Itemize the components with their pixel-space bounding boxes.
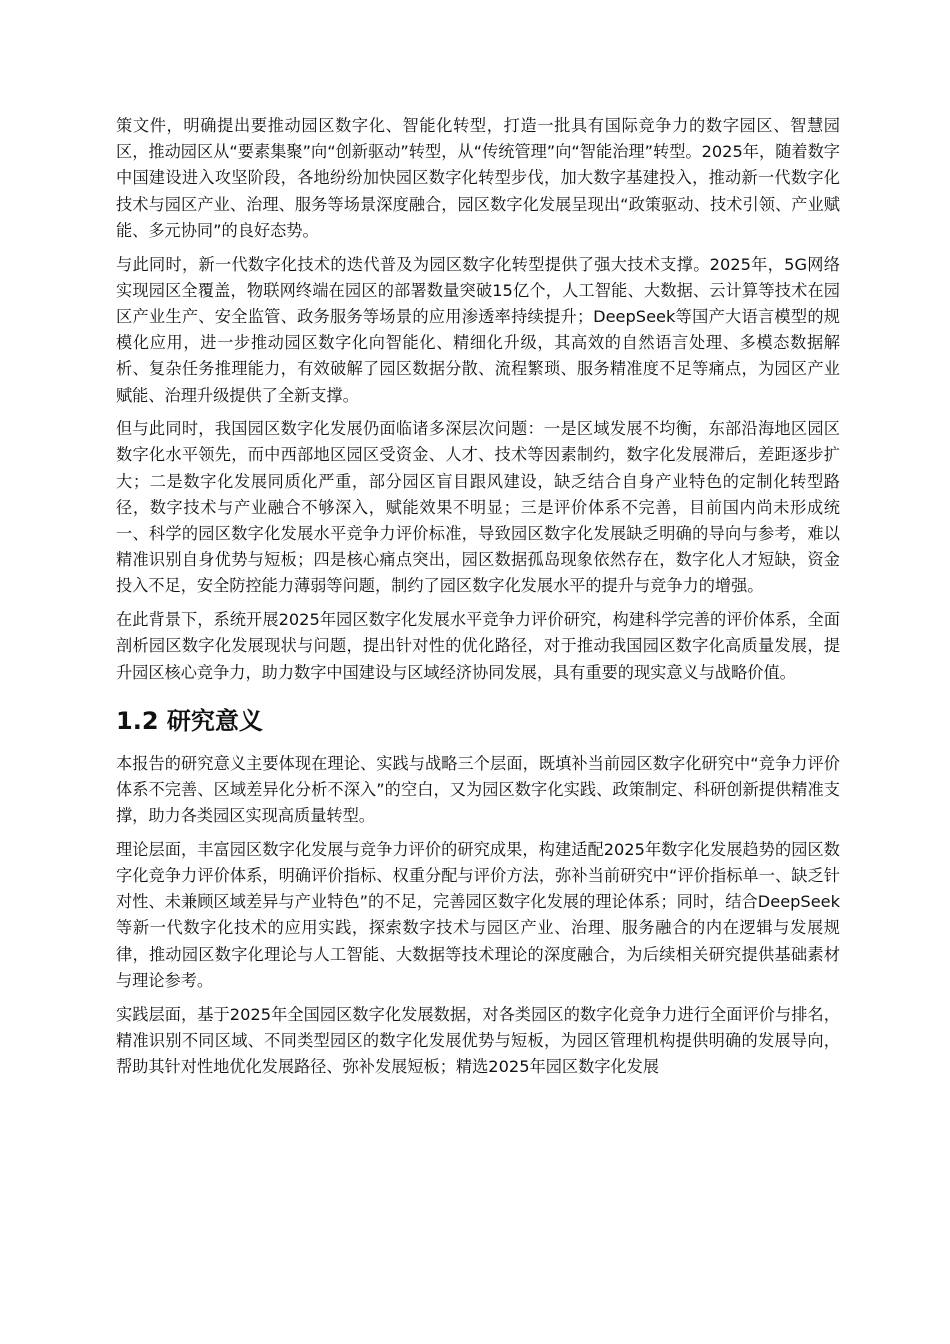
significance-paragraph-1: 本报告的研究意义主要体现在理论、实践与战略三个层面，既填补当前园区数字化研究中“竞争力评价体系不完善、区域差异化分析不深入”的空白，又为园区数字化实践、政策制定、科研创新提供精准支撑，助力各类园区实现高质量转型。	[116, 753, 840, 826]
significance-paragraph-3: 实践层面，基于2025年全国园区数字化发展数据，对各类园区的数字化竞争力进行全面评价与排名，精准识别不同区域、不同类型园区的数字化发展优势与短板，为园区管理机构提供明确的发展导向，帮助其针对性地优化发展路径、弥补发展短板；精选2025年园区数字化发展	[116, 1004, 840, 1076]
section-heading-research-significance: 1.2 研究意义	[116, 706, 263, 735]
document-body	[116, 113, 840, 1088]
background-paragraph-1: 策文件，明确提出要推动园区数字化、智能化转型，打造一批具有国际竞争力的数字园区、智慧园区，推动园区从“要素集聚”向“创新驱动”转型，从“传统管理”向“智能治理”转型。2025年，随着数字中国建设进入攻坚阶段，各地纷纷加快园区数字化转型步伐，加大数字基建投入，推动新一代数字化技术与园区产业、治理、服务等场景深度融合，园区数字化发展呈现出“政策驱动、技术引领、产业赋能、多元协同”的良好态势。	[116, 116, 840, 240]
background-paragraph-2: 与此同时，新一代数字化技术的迭代普及为园区数字化转型提供了强大技术支撑。2025年，5G网络实现园区全覆盖，物联网终端在园区的部署数量突破15亿个，人工智能、大数据、云计算等技术在园区产业生产、安全监管、政务服务等场景的应用渗透率持续提升；DeepSeek等国产大语言模型的规模化应用，进一步推动园区数字化向智能化、精细化升级，其高效的自然语言处理、多模态数据解析、复杂任务推理能力，有效破解了园区数据分散、流程繁琐、服务精准度不足等痛点，为园区产业赋能、治理升级提供了全新支撑。	[116, 254, 840, 405]
significance-paragraph-2: 理论层面，丰富园区数字化发展与竞争力评价的研究成果，构建适配2025年数字化发展趋势的园区数字化竞争力评价体系，明确评价指标、权重分配与评价方法，弥补当前研究中“评价指标单一、缺乏针对性、未兼顾区域差异与产业特色”的不足，完善园区数字化发展的理论体系；同时，结合DeepSeek等新一代数字化技术的应用实践，探索数字技术与园区产业、治理、服务融合的内在逻辑与发展规律，推动园区数字化理论与人工智能、大数据等技术理论的深度融合，为后续相关研究提供基础素材与理论参考。	[116, 839, 840, 990]
background-paragraph-4: 在此背景下，系统开展2025年园区数字化发展水平竞争力评价研究，构建科学完善的评价体系，全面剖析园区数字化发展现状与问题，提出针对性的优化路径，对于推动我国园区数字化高质量发展，提升园区核心竞争力，助力数字中国建设与区域经济协同发展，具有重要的现实意义与战略价值。	[116, 610, 840, 682]
background-paragraph-3: 但与此同时，我国园区数字化发展仍面临诸多深层次问题：一是区域发展不均衡，东部沿海地区园区数字化水平领先，而中西部地区园区受资金、人才、技术等因素制约，数字化发展滞后，差距逐步扩大；二是数字化发展同质化严重，部分园区盲目跟风建设，缺乏结合自身产业特色的定制化转型路径，数字技术与产业融合不够深入，赋能效果不明显；三是评价体系不完善，目前国内尚未形成统一、科学的园区数字化发展水平竞争力评价标准，导致园区数字化发展缺乏明确的导向与参考，难以精准识别自身优势与短板；四是核心痛点突出，园区数据孤岛现象依然存在，数字化人才短缺，资金投入不足，安全防控能力薄弱等问题，制约了园区数字化发展水平的提升与竞争力的增强。	[116, 419, 840, 596]
